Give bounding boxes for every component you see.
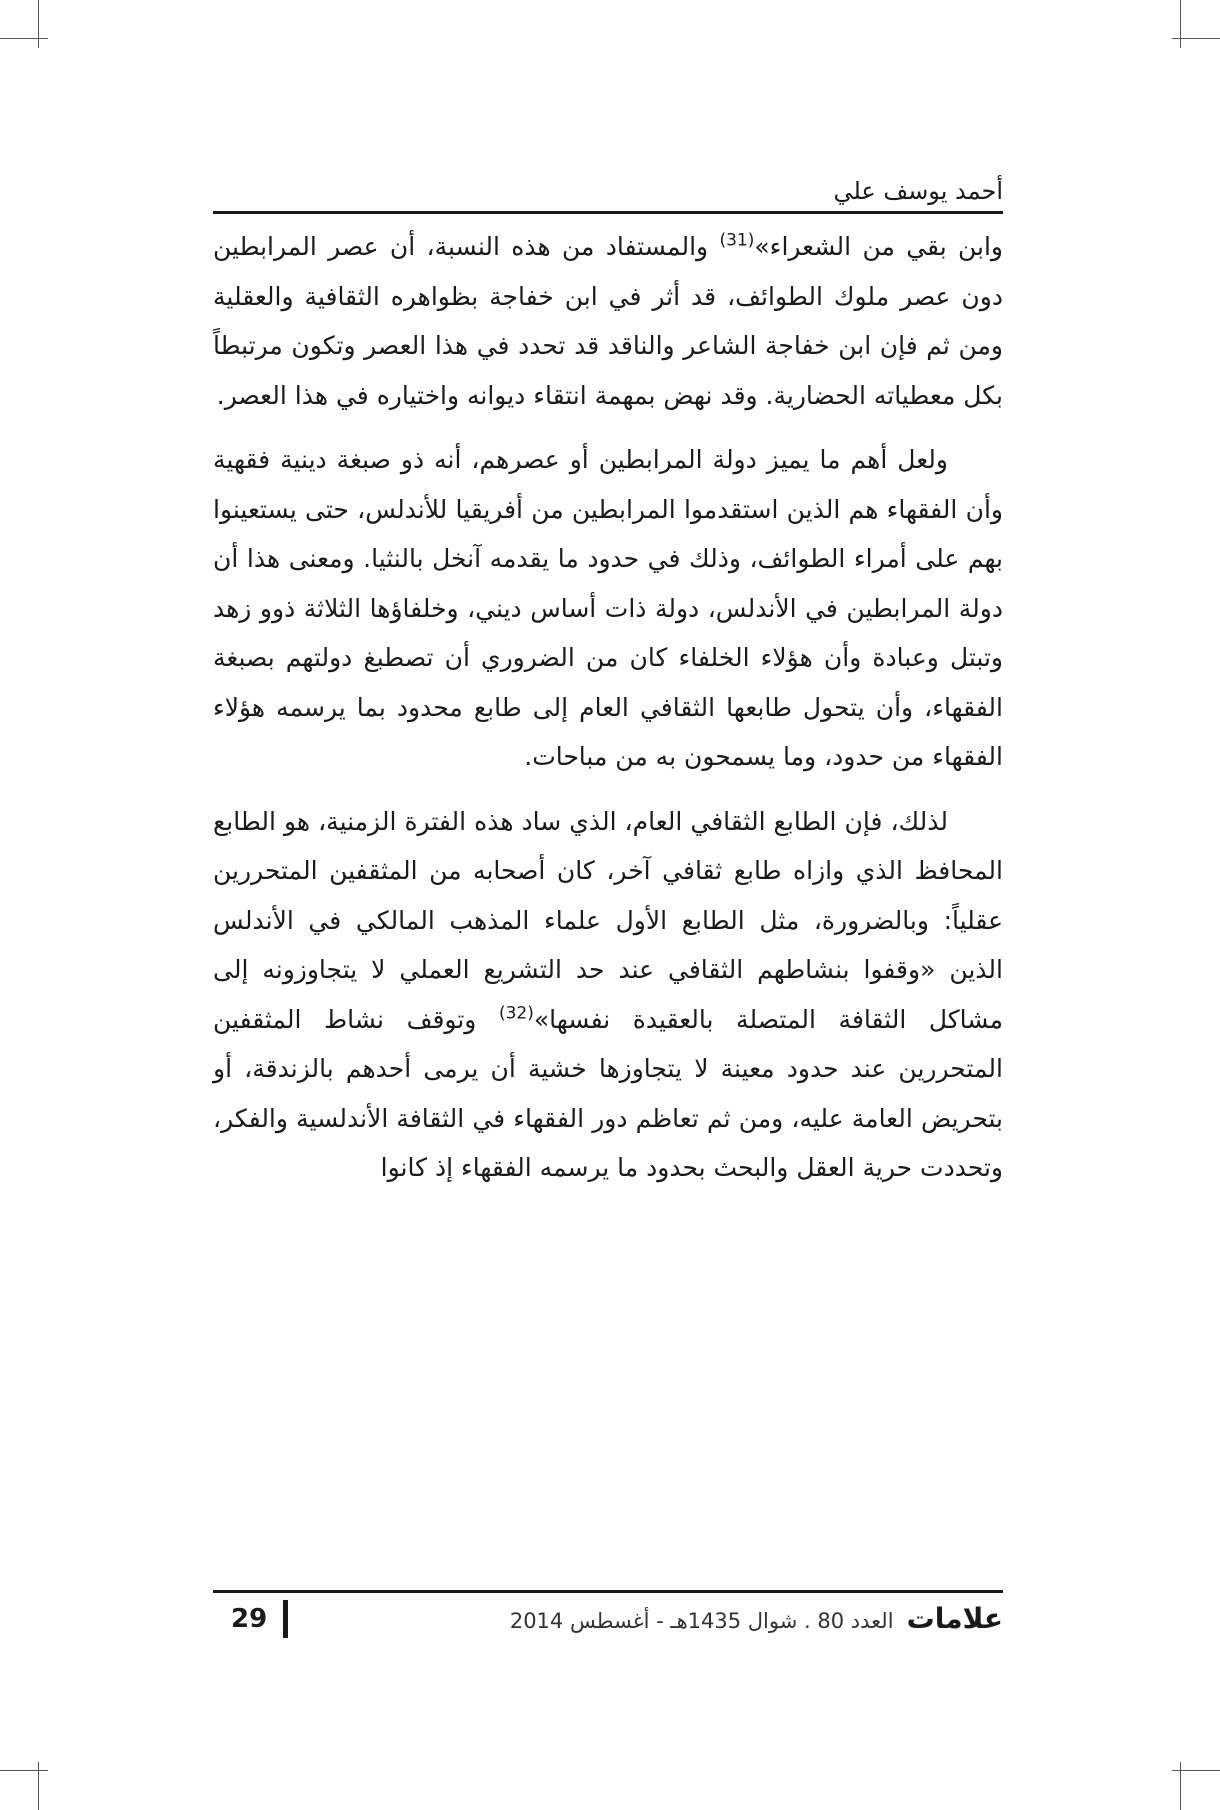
paragraph-2: ولعل أهم ما يميز دولة المرابطين أو عصرهم، أنه ذو صبغة دينية فقهية وأن الفقهاء هم الذين استقدموا المرابطين من أفريقيا للأندلس، حتى يستعينوا بهم على أمراء الطوائف، وذلك في حدود ما يقدمه آنخل بالنثيا. ومعنى هذا أن دولة المرابطين في الأندلس، دولة ذات أساس ديني، وخلفاؤها الثلاثة ذوو زهد وتبتل وعبادة وأن هؤلاء الخلفاء كان من الضروري أن تصطبغ دولتهم بصبغة الفقهاء، وأن يتحول طابعها الثقافي العام إلى طابع محدود بما يرسمه هؤلاء الفقهاء من حدود، وما يسمحون به من مباحات. bbox=[213, 445, 1003, 771]
crop-mark bbox=[1180, 0, 1181, 48]
running-head bbox=[213, 176, 1003, 210]
crop-mark bbox=[1172, 38, 1220, 39]
header-rule bbox=[213, 211, 1003, 214]
paragraph-1 bbox=[213, 222, 1003, 420]
crop-mark bbox=[1172, 1770, 1220, 1771]
issue-line: العدد 80 . شوال 1435هـ - أغسطس 2014 bbox=[509, 1609, 894, 1633]
author-name: أحمد يوسف علي bbox=[833, 177, 1003, 205]
article-body bbox=[213, 222, 1003, 1193]
footnote-ref-31: (31) bbox=[719, 230, 755, 251]
paragraph-3-text-a: لذلك، فإن الطابع الثقافي العام، الذي ساد هذه الفترة الزمنية، هو الطابع المحافظ الذي وازاه طابع ثقافي آخر، كان أصحابه من المثقفين المتحررين عقلياً: وبالضرورة، مثل الطابع الأول علماء المذهب المالكي في الأندلس الذين «وقفوا بنشاطهم الثقافي عند حد التشريع العملي لا يتجاوزونه إلى مشاكل الثقافة المتصلة بالعقيدة نفسها» bbox=[213, 806, 1003, 1034]
page-number: 29 bbox=[231, 1604, 268, 1634]
paragraph-1-text-a: وابن بقي من الشعراء» bbox=[754, 232, 1003, 261]
paragraph-1-text-b: والمستفاد من هذه النسبة، أن عصر المرابطين دون عصر ملوك الطوائف، قد أثر في ابن خفاجة بظواهره الثقافية والعقلية ومن ثم فإن ابن خفاجة الشاعر والناقد قد تحدد في هذا العصر وتكون مرتبطاً بكل معطياته الحضارية. وقد نهض بمهمة انتقاء ديوانه واختياره في هذا العصر. bbox=[213, 232, 1003, 410]
journal-logo: علامات bbox=[906, 1602, 1003, 1635]
paragraph-3-text-b: وتوقف نشاط المثقفين المتحررين عند حدود معينة لا يتجاوزها خشية أن يرمى أحدهم بالزندقة، أو بتحريض العامة عليه، ومن ثم تعاظم دور الفقهاء في الثقافة الأندلسية والفكر، وتحددت حرية العقل والبحث بحدود ما يرسمه الفقهاء إذ كانوا bbox=[213, 1004, 1003, 1182]
page-footer bbox=[213, 1600, 1003, 1642]
crop-mark bbox=[38, 0, 39, 48]
paragraph-3 bbox=[213, 797, 1003, 1193]
footer-rule bbox=[213, 1590, 1003, 1593]
footer-separator bbox=[283, 1600, 288, 1638]
footnote-ref-32: (32) bbox=[498, 1003, 534, 1024]
issue-info bbox=[510, 1600, 1003, 1642]
crop-mark bbox=[0, 38, 48, 39]
crop-mark bbox=[0, 1770, 48, 1771]
